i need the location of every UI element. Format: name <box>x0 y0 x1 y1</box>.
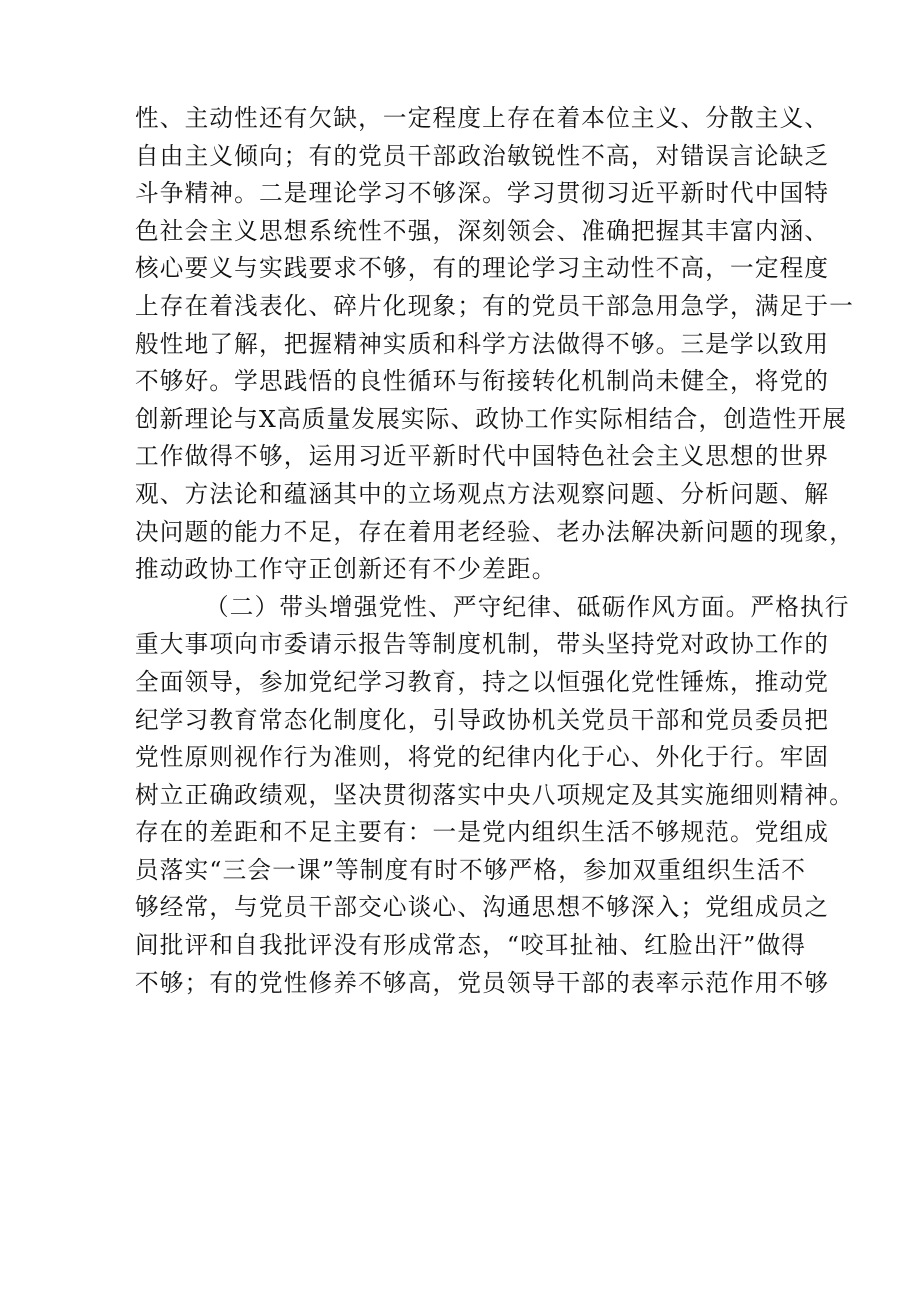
paragraph-first-line: （二）带头增强党性、严守纪律、砥砺作风方面。严格执行 <box>205 592 850 621</box>
paragraph-line: 工作做得不够，运用习近平新时代中国特色社会主义思想的世界 <box>135 442 830 471</box>
paragraph-line: 存在的差距和不足主要有：一是党内组织生活不够规范。党组成 <box>135 818 830 847</box>
paragraph-1 <box>135 100 855 589</box>
paragraph-line: 性、主动性还有欠缺，一定程度上存在着本位主义、分散主义、 <box>135 104 830 132</box>
paragraph-line: 够经常，与党员干部交心谈心、沟通思想不够深入；党组成员之 <box>135 893 830 922</box>
paragraph-line: 创新理论与X高质量发展实际、政协工作实际相结合，创造性开展 <box>135 404 848 433</box>
paragraph-last-line: 推动政协工作守正创新还有不少差距。 <box>135 555 557 584</box>
paragraph-line: 自由主义倾向；有的党员干部政治敏锐性不高，对错误言论缺乏 <box>135 141 830 170</box>
paragraph-line: 党性原则视作行为准则，将党的纪律内化于心、外化于行。牢固 <box>135 743 830 772</box>
paragraph-line: 重大事项向市委请示报告等制度机制，带头坚持党对政协工作的 <box>135 630 830 659</box>
paragraph-line: 树立正确政绩观，坚决贯彻落实中央八项规定及其实施细则精神。 <box>135 780 855 809</box>
paragraph-line: 间批评和自我批评没有形成常态，“咬耳扯袖、红脸出汗”做得 <box>135 931 807 960</box>
paragraph-line: 般性地了解，把握精神实质和科学方法做得不够。三是学以致用 <box>135 329 830 358</box>
paragraph-line: 全面领导，参加党纪学习教育，持之以恒强化党性锤炼，推动党 <box>135 667 830 696</box>
paragraph-line: 斗争精神。二是理论学习不够深。学习贯彻习近平新时代中国特 <box>135 179 830 208</box>
paragraph-2 <box>135 589 855 1003</box>
paragraph-line: 纪学习教育常态化制度化，引导政协机关党员干部和党员委员把 <box>135 705 830 734</box>
paragraph-line: 不够好。学思践悟的良性循环与衔接转化机制尚未健全，将党的 <box>135 367 830 396</box>
paragraph-line: 上存在着浅表化、碎片化现象；有的党员干部急用急学，满足于一 <box>135 291 855 320</box>
paragraph-line: 核心要义与实践要求不够，有的理论学习主动性不高，一定程度 <box>135 254 830 283</box>
paragraph-line: 色社会主义思想系统性不强，深刻领会、准确把握其丰富内涵、 <box>135 216 830 245</box>
paragraph-line: 不够；有的党性修养不够高，党员领导干部的表率示范作用不够 <box>135 968 830 997</box>
document-body <box>135 100 855 1002</box>
paragraph-line: 员落实“三会一课”等制度有时不够严格，参加双重组织生活不 <box>135 855 807 884</box>
paragraph-line: 观、方法论和蕴涵其中的立场观点方法观察问题、分析问题、解 <box>135 479 830 508</box>
paragraph-line: 决问题的能力不足，存在着用老经验、老办法解决新问题的现象， <box>135 517 855 546</box>
